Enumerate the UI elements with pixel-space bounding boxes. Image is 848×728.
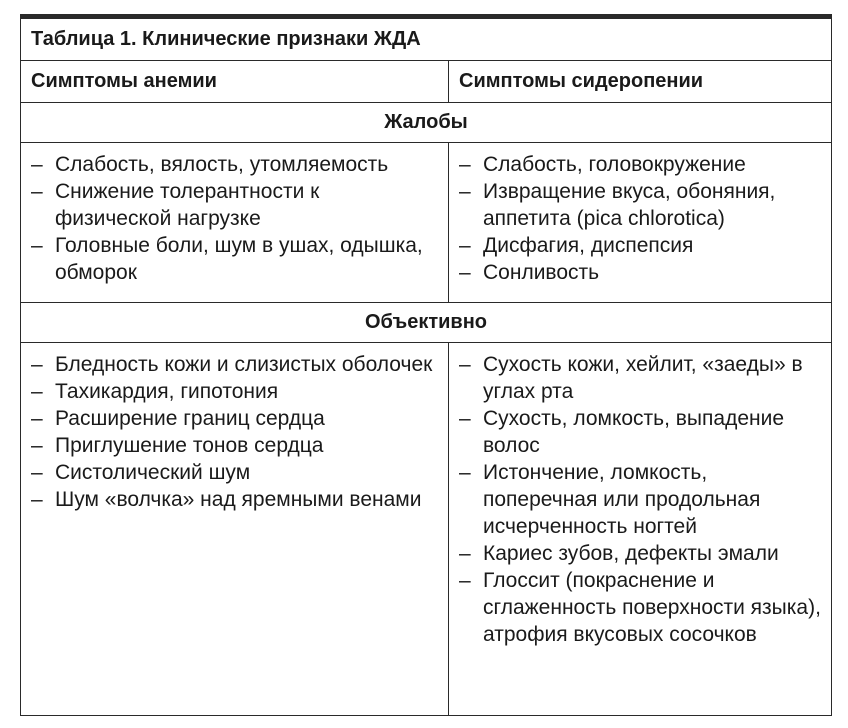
dash-marker: – [31, 488, 43, 511]
section-title-objective: Объективно [21, 303, 831, 343]
list-item [459, 459, 823, 540]
list-item [459, 540, 823, 567]
section-body-objective [21, 343, 831, 715]
list-item-text: Извращение вкуса, обоняния, аппетита (pica chlorotica) [483, 180, 776, 230]
list-item-text: Сонливость [483, 261, 600, 284]
list-item-text: Слабость, головокружение [483, 153, 746, 176]
dash-marker: – [31, 380, 43, 403]
dash-marker: – [459, 261, 471, 284]
list-item [31, 178, 440, 232]
table-title: Таблица 1. Клинические признаки ЖДА [21, 19, 831, 61]
section-body-complaints [21, 143, 831, 303]
dash-marker: – [31, 461, 43, 484]
objective-sideropenia-list [459, 351, 831, 648]
list-item [459, 232, 823, 259]
dash-marker: – [459, 153, 471, 176]
dash-marker: – [459, 180, 471, 203]
list-item [459, 178, 823, 232]
list-item [31, 151, 440, 178]
list-item [459, 259, 823, 286]
dash-marker: – [459, 234, 471, 257]
list-item-text: Тахикардия, гипотония [55, 380, 279, 403]
objective-anemia-list [31, 351, 448, 513]
column-header-row [21, 61, 831, 103]
list-item-text: Сухость, ломкость, выпадение волос [483, 407, 785, 457]
table-document [20, 14, 832, 718]
dash-marker: – [31, 153, 43, 176]
list-item [31, 378, 440, 405]
dash-marker: – [31, 434, 43, 457]
list-item-text: Расширение границ сердца [55, 407, 325, 430]
list-item [459, 405, 823, 459]
list-item-text: Сухость кожи, хейлит, «заеды» в углах рта [483, 353, 803, 403]
list-item [31, 405, 440, 432]
dash-marker: – [459, 353, 471, 376]
complaints-sideropenia-cell [449, 143, 831, 302]
column-header-anemia: Симптомы анемии [21, 61, 449, 102]
table-frame [20, 19, 832, 716]
list-item [459, 351, 823, 405]
list-item-text: Бледность кожи и слизистых оболочек [55, 353, 433, 376]
dash-marker: – [31, 234, 43, 257]
list-item-text: Систолический шум [55, 461, 251, 484]
list-item-text: Истончение, ломкость, поперечная или продольная исчерченность ногтей [483, 461, 761, 538]
dash-marker: – [459, 542, 471, 565]
list-item-text: Кариес зубов, дефекты эмали [483, 542, 779, 565]
list-item [459, 567, 823, 648]
list-item-text: Головные боли, шум в ушах, одышка, обморок [55, 234, 423, 284]
list-item [31, 232, 440, 286]
list-item-text: Шум «волчка» над яремными венами [55, 488, 422, 511]
dash-marker: – [459, 407, 471, 430]
list-item-text: Слабость, вялость, утомляемость [55, 153, 389, 176]
list-item-text: Дисфагия, диспепсия [483, 234, 694, 257]
complaints-anemia-list [31, 151, 448, 286]
list-item [31, 486, 440, 513]
list-item-text: Глоссит (покраснение и сглаженность поверхности языка), атрофия вкусовых сосочков [483, 569, 821, 646]
column-header-sideropenia: Симптомы сидеропении [459, 70, 704, 92]
complaints-anemia-cell [21, 143, 449, 302]
complaints-sideropenia-list [459, 151, 831, 286]
dash-marker: – [31, 407, 43, 430]
list-item [31, 351, 440, 378]
list-item [31, 432, 440, 459]
dash-marker: – [31, 180, 43, 203]
dash-marker: – [459, 461, 471, 484]
list-item [31, 459, 440, 486]
list-item [459, 151, 823, 178]
objective-sideropenia-cell [449, 343, 831, 715]
list-item-text: Приглушение тонов сердца [55, 434, 324, 457]
dash-marker: – [31, 353, 43, 376]
section-title-complaints: Жалобы [21, 103, 831, 143]
list-item-text: Снижение толерантности к физической нагрузке [55, 180, 320, 230]
dash-marker: – [459, 569, 471, 592]
objective-anemia-cell [21, 343, 449, 715]
